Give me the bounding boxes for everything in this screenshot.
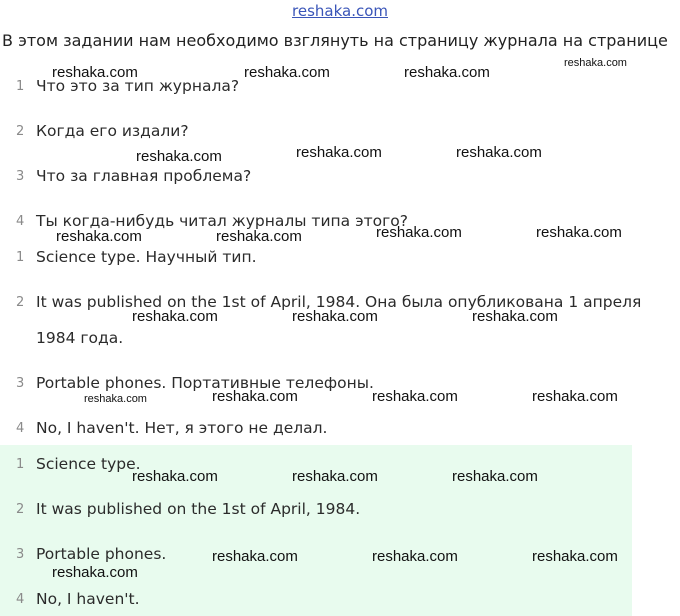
watermark: reshaka.com (372, 388, 458, 405)
watermark: reshaka.com (532, 388, 618, 405)
answer-en-2: It was published on the 1st of April, 1984. (36, 500, 361, 518)
question-4: Ты когда-нибудь читал журналы типа этого? (36, 212, 408, 230)
watermark: reshaka.com (404, 64, 490, 81)
watermark: reshaka.com (132, 468, 218, 485)
watermark: reshaka.com (56, 228, 142, 245)
watermark: reshaka.com (532, 548, 618, 565)
watermark: reshaka.com (536, 224, 622, 241)
watermark: reshaka.com (84, 393, 147, 405)
answer-number: 2 (16, 502, 25, 517)
watermark: reshaka.com (564, 57, 627, 69)
question-number: 4 (16, 214, 25, 229)
watermark: reshaka.com (292, 308, 378, 325)
answer-en-1: Science type. (36, 455, 141, 473)
answer-number: 2 (16, 295, 25, 310)
watermark: reshaka.com (372, 548, 458, 565)
watermark: reshaka.com (244, 64, 330, 81)
watermark: reshaka.com (136, 148, 222, 165)
watermark: reshaka.com (296, 144, 382, 161)
question-number: 1 (16, 79, 25, 94)
answer-en-4: No, I haven't. (36, 590, 140, 608)
watermark: reshaka.com (212, 388, 298, 405)
intro-text: В этом задании нам необходимо взглянуть на страницу журнала на странице (2, 31, 668, 50)
question-number: 3 (16, 169, 25, 184)
answer-number: 3 (16, 547, 25, 562)
question-number: 2 (16, 124, 25, 139)
answer-en-3: Portable phones. (36, 545, 167, 563)
answer-ru-1: Science type. Научный тип. (36, 248, 257, 266)
answer-ru-4: No, I haven't. Нет, я этого не делал. (36, 419, 328, 437)
question-1: Что это за тип журнала? (36, 77, 240, 95)
watermark: reshaka.com (52, 64, 138, 81)
watermark: reshaka.com (456, 144, 542, 161)
site-link[interactable]: reshaka.com (292, 2, 388, 20)
answer-ru-2-cont: 1984 года. (36, 329, 124, 347)
watermark: reshaka.com (212, 548, 298, 565)
watermark: reshaka.com (132, 308, 218, 325)
answer-number: 1 (16, 457, 25, 472)
watermark: reshaka.com (472, 308, 558, 325)
question-3: Что за главная проблема? (36, 167, 252, 185)
answer-number: 4 (16, 592, 25, 607)
answer-number: 3 (16, 376, 25, 391)
watermark: reshaka.com (52, 564, 138, 581)
question-2: Когда его издали? (36, 122, 189, 140)
answer-ru-3: Portable phones. Портативные телефоны. (36, 374, 374, 392)
answer-ru-2: It was published on the 1st of April, 1984. Она была опубликована 1 апреля (36, 293, 642, 311)
answer-number: 4 (16, 421, 25, 436)
answer-number: 1 (16, 250, 25, 265)
watermark: reshaka.com (452, 468, 538, 485)
watermark: reshaka.com (376, 224, 462, 241)
watermark: reshaka.com (216, 228, 302, 245)
watermark: reshaka.com (292, 468, 378, 485)
